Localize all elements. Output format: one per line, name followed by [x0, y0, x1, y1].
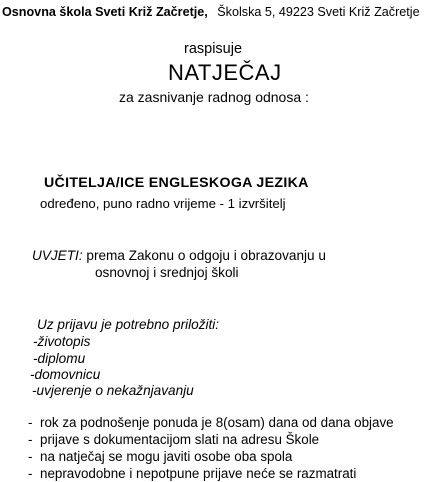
page-title: NATJEČAJ: [168, 60, 282, 85]
conditions-text-2: osnovnoj i srednjoj školi: [95, 265, 239, 280]
documents-heading: Uz prijavu je potrebno priložiti:: [37, 317, 220, 332]
school-name: Osnovna škola Sveti Križ Začretje,: [2, 5, 208, 19]
note-dash: -: [28, 415, 33, 430]
conditions-label: UVJETI:: [32, 248, 83, 263]
document-item: -domovnicu: [30, 367, 101, 382]
note-text: prijave s dokumentacijom slati na adresu Škole: [40, 432, 320, 447]
header: [2, 5, 420, 19]
document-item: -diplomu: [33, 351, 86, 366]
raspisuje-text: raspisuje: [184, 41, 243, 57]
position-details: određeno, puno radno vrijeme - 1 izvršitelj: [40, 196, 286, 211]
note-dash: -: [28, 449, 33, 464]
note-dash: -: [28, 432, 33, 447]
position-title: UČITELJA/ICE ENGLESKOGA JEZIKA: [44, 175, 309, 191]
note-item: [28, 415, 394, 430]
note-text: nepravodobne i nepotpune prijave neće se razmatrati: [40, 466, 357, 481]
document-item: -životopis: [33, 334, 91, 349]
purpose-text: za zasnivanje radnog odnosa :: [119, 89, 309, 105]
school-address: Školska 5, 49223 Sveti Križ Začretje: [217, 5, 420, 19]
note-dash: -: [28, 466, 33, 481]
note-text: rok za podnošenje ponuda je 8(osam) dana od dana objave: [40, 415, 394, 430]
conditions-text-1: prema Zakonu o odgoju i obrazovanju u: [86, 248, 326, 263]
conditions-line-1: [32, 248, 326, 263]
document-item: -uvjerenje o nekažnjavanju: [32, 383, 194, 398]
note-item: [28, 466, 356, 481]
note-text: na natječaj se mogu javiti osobe oba spola: [40, 449, 293, 464]
note-item: [28, 449, 292, 464]
note-item: [28, 432, 319, 447]
